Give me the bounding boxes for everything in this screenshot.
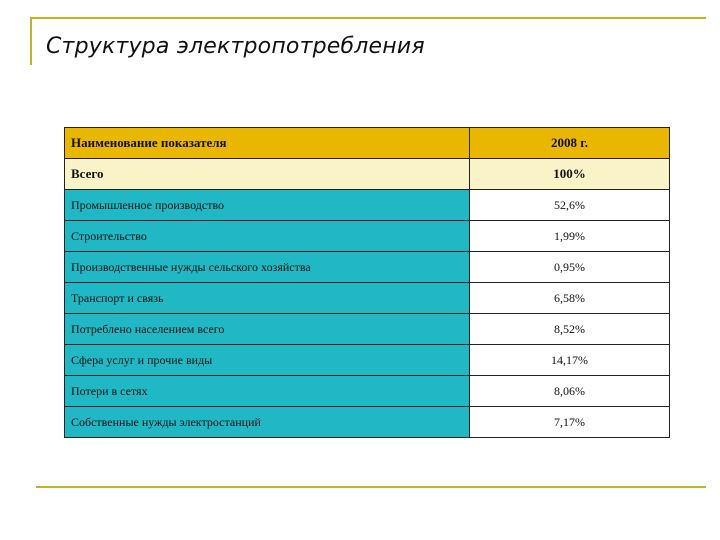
table-row [65, 221, 670, 252]
row-name-cell: Собственные нужды электростанций [65, 407, 470, 438]
frame-top-line [30, 17, 706, 19]
table-row [65, 407, 670, 438]
row-name-cell: Сфера услуг и прочие виды [65, 345, 470, 376]
total-name-cell: Всего [65, 159, 470, 190]
table-row [65, 314, 670, 345]
header-year-cell: 2008 г. [470, 128, 670, 159]
total-value-cell: 100% [470, 159, 670, 190]
frame-left-line [30, 17, 32, 65]
table-row [65, 376, 670, 407]
row-name-cell: Потреблено населением всего [65, 314, 470, 345]
table-row [65, 345, 670, 376]
row-name-cell: Производственные нужды сельского хозяйства [65, 252, 470, 283]
row-name-cell: Строительство [65, 221, 470, 252]
row-value-cell: 7,17% [470, 407, 670, 438]
table-row [65, 252, 670, 283]
row-value-cell: 8,52% [470, 314, 670, 345]
frame-bottom-line [36, 486, 706, 488]
row-value-cell: 1,99% [470, 221, 670, 252]
consumption-table [64, 127, 670, 438]
row-value-cell: 52,6% [470, 190, 670, 221]
header-name-cell: Наименование показателя [65, 128, 470, 159]
page-title: Структура электропотребления [46, 34, 425, 59]
table-row [65, 190, 670, 221]
row-value-cell: 0,95% [470, 252, 670, 283]
table-row [65, 283, 670, 314]
row-value-cell: 6,58% [470, 283, 670, 314]
table-header-row [65, 128, 670, 159]
table-total-row [65, 159, 670, 190]
row-name-cell: Транспорт и связь [65, 283, 470, 314]
row-name-cell: Потери в сетях [65, 376, 470, 407]
row-name-cell: Промышленное производство [65, 190, 470, 221]
row-value-cell: 14,17% [470, 345, 670, 376]
row-value-cell: 8,06% [470, 376, 670, 407]
